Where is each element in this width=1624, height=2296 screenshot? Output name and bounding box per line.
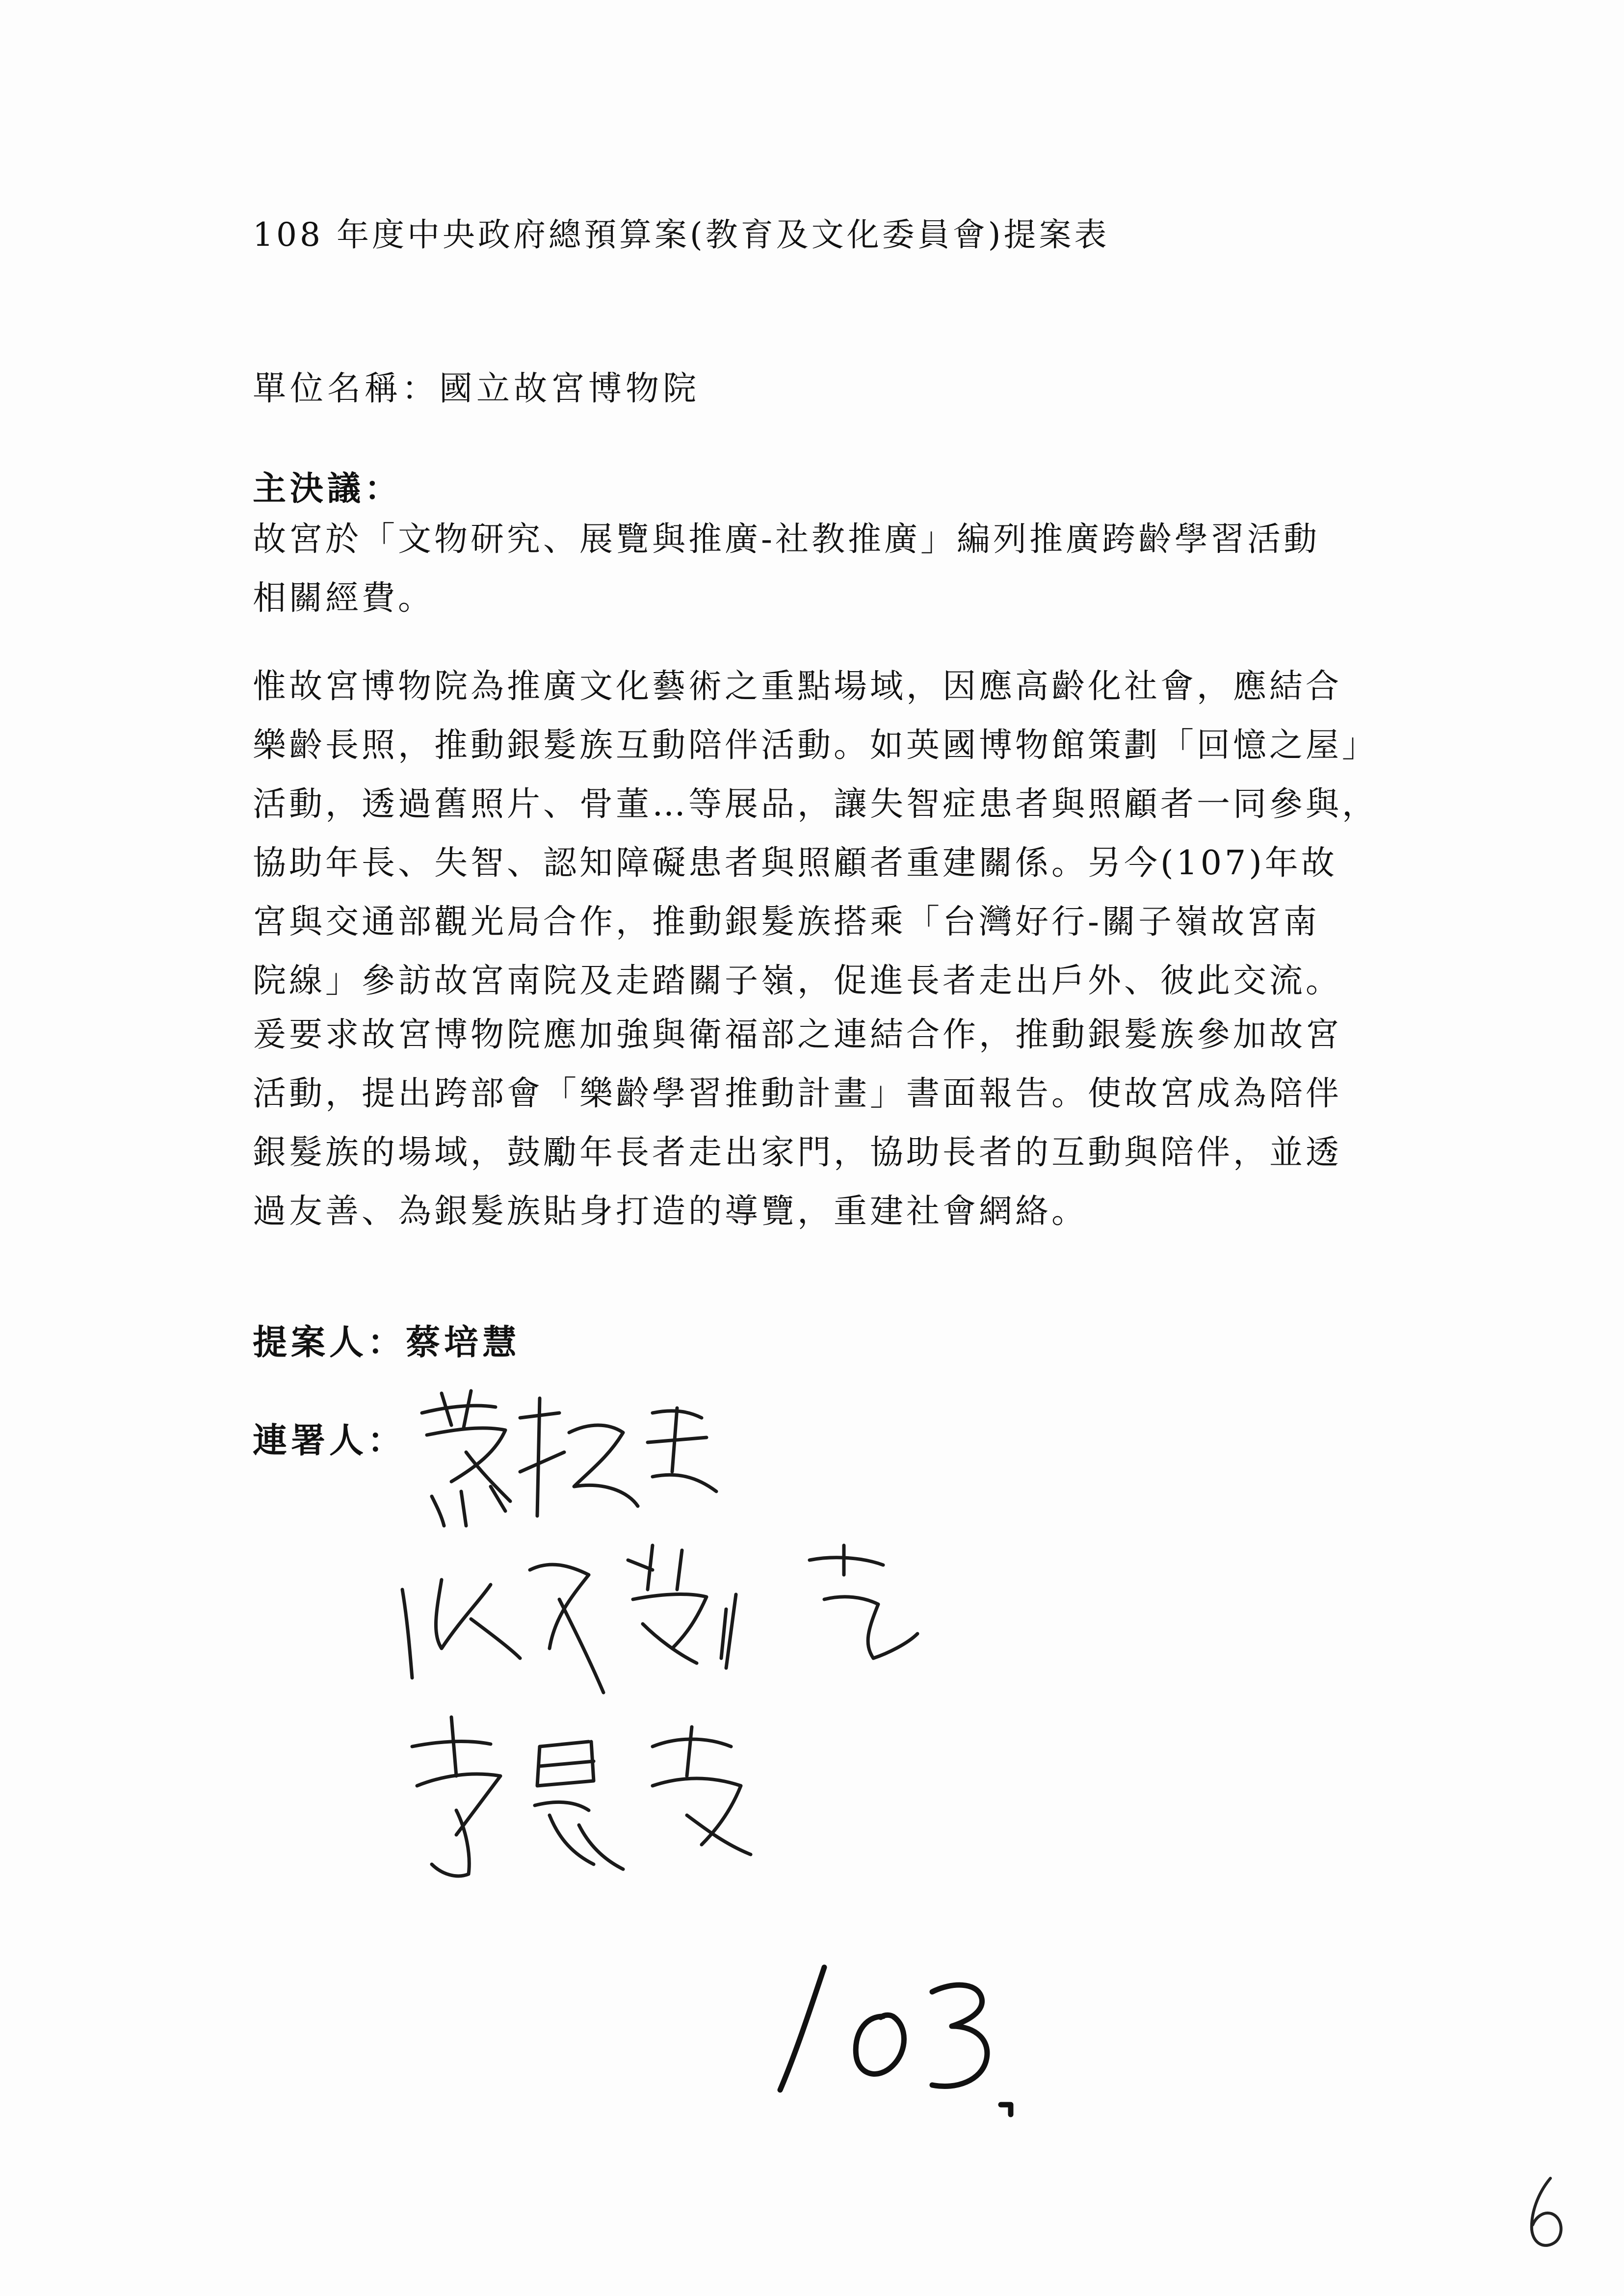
paragraph-line: 銀髮族的場域，鼓勵年長者走出家門，協助長者的互動與陪伴，並透 (253, 1133, 1342, 1172)
paragraph-line: 樂齡長照，推動銀髮族互動陪伴活動。如英國博物館策劃「回憶之屋」 (253, 726, 1379, 765)
paragraph-line: 活動，提出跨部會「樂齡學習推動計畫」書面報告。使故宮成為陪伴 (253, 1074, 1342, 1113)
main-resolution-line: 相關經費。 (253, 579, 435, 618)
main-resolution-line: 故宮於「文物研究、展覽與推廣-社教推廣」編列推廣跨齡學習活動 (253, 520, 1320, 559)
paragraph-line: 院線」參訪故宮南院及走踏關子嶺，促進長者走出戶外、彼此交流。 (253, 962, 1342, 1000)
cosigner-label: 連署人： (253, 1420, 406, 1461)
paragraph-line: 協助年長、失智、認知障礙患者與照顧者重建關係。另今(107)年故 (253, 844, 1337, 883)
paragraph-line: 過友善、為銀髮族貼身打造的導覽，重建社會網絡。 (253, 1192, 1088, 1231)
proposer-line: 提案人：蔡培慧 (253, 1322, 521, 1362)
paragraph-line: 活動，透過舊照片、骨董…等展品，讓失智症患者與照顧者一同參與， (253, 785, 1379, 824)
paragraph-line: 宮與交通部觀光局合作，推動銀髮族搭乘「台灣好行-關子嶺故宮南 (253, 903, 1320, 941)
main-resolution-label: 主決議： (253, 469, 402, 508)
document-title: 108 年度中央政府總預算案(教育及文化委員會)提案表 (253, 216, 1110, 254)
paragraph-line: 爰要求故宮博物院應加強與衛福部之連結合作，推動銀髮族參加故宮 (253, 1016, 1342, 1054)
unit-name-line: 單位名稱：國立故宮博物院 (253, 369, 701, 408)
paragraph-line: 惟故宮博物院為推廣文化藝術之重點場域，因應高齡化社會，應結合 (253, 667, 1342, 706)
